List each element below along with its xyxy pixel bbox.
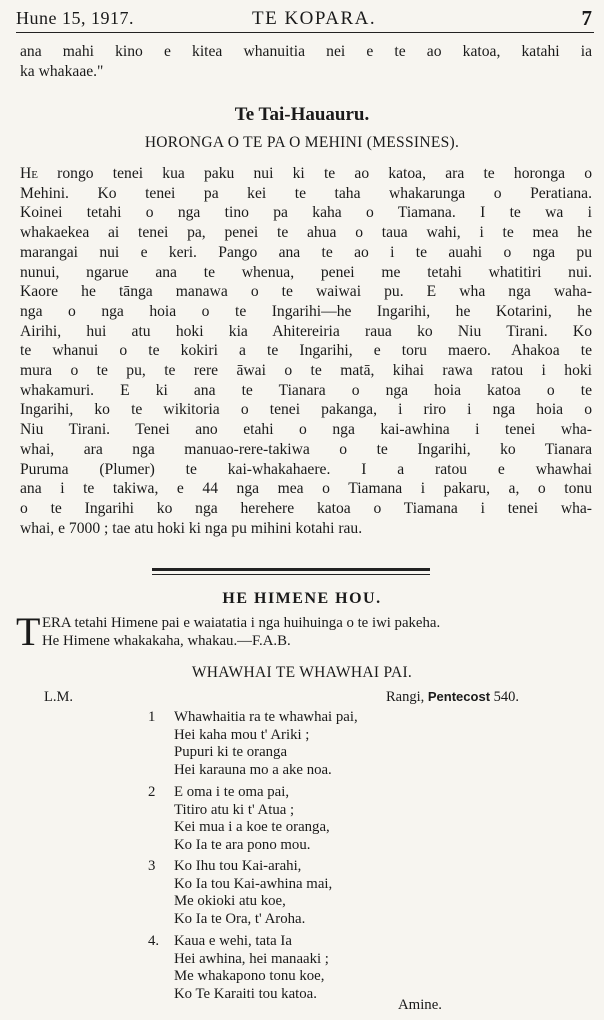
drop-cap: T [16, 609, 41, 654]
text-line: nga o nga hoia o te Ingarihi—he Ingarihi, he Kotarini, he [20, 302, 592, 320]
verse-line: Hei kaha mou t' Ariki ; [174, 726, 310, 743]
text-line: ka whakaae." [20, 62, 104, 80]
text-line: whai, ara nga manuao-rere-takiwa o te Ingarihi, ko Tianara [20, 440, 592, 458]
issue-date: Hune 15, 1917. [16, 8, 134, 28]
verse-number: 4. [148, 933, 160, 949]
text-line: Koinei tetahi o nga tino pa kaha o Tiamana. I te wa i [20, 204, 592, 222]
verse-line: Whawhaitia ra te whawhai pai, [174, 709, 358, 725]
hymn-meter: L.M. [44, 689, 73, 705]
hymn-section-title: HE HIMENE HOU. [222, 590, 382, 607]
text-line: Ingarihi, ko te wikitoria o tenei pakanga, i riro i nga hoia o [20, 401, 592, 419]
article-body [20, 164, 592, 538]
verse-line: Me okioki atu koe, [174, 893, 286, 909]
text-line: whai, e 7000 ; tae atu hoki ki nga pu mihini kotahi rau. [20, 519, 363, 537]
intro-line: ERA tetahi Himene pai e waiatatia i nga huihuinga o te iwi pakeha. [42, 615, 441, 631]
text-line: Niu Tirani. Tenei ano etahi o nga kai-awhina i tenei wha- [20, 421, 592, 439]
verse-line: Kei mua i a koe te oranga, [174, 819, 330, 835]
text-line: Airihi, hui atu hoki kia Ahitereiria raua ko Niu Tirani. Ko [20, 322, 592, 340]
verse-number: 1 [148, 709, 156, 725]
verse-line: Ko Te Karaiti tou katoa. [174, 985, 317, 1002]
tune-name: Pentecost [427, 689, 491, 704]
text-line [20, 164, 592, 184]
verse-line: Kaua e wehi, tata Ia [174, 933, 292, 949]
text-line: whakaekea ai tenei pa, penei te ahua o taua wahi, i te mea he [20, 224, 592, 242]
lead-word: He [20, 165, 38, 182]
tune-prefix: Rangi, [386, 689, 425, 705]
verse-line: Me whakapono tonu koe, [174, 968, 325, 984]
verse-line: Titiro atu ki t' Atua ; [174, 801, 295, 818]
masthead-title: TE KOPARA. [252, 8, 377, 29]
verse-line: Hei awhina, hei manaaki ; [174, 950, 329, 967]
section-subtitle: HORONGA O TE PA O MEHINI (MESSINES). [144, 134, 460, 151]
text-line: nunui, ngarue ana te whenua, penei me tetahi whatitiri nui. [20, 263, 592, 281]
verse-line: Pupuri ki te oranga [174, 744, 288, 760]
intro-line: He Himene whakakaha, whakau.—F.A.B. [42, 633, 291, 649]
text-line: whakamuri. E ki ana te Tianara o nga hoia katoa o te [20, 381, 592, 399]
text-line: te whanui o te kokiri a te Ingarihi, e toru maero. Ahakoa te [20, 342, 592, 360]
verse-line: Ko Ia te Ora, t' Aroha. [174, 910, 306, 927]
section-divider [152, 568, 430, 575]
text-line: ana i te takiwa, e 44 nga mea o Tiamana i pakaru, a, o tonu [20, 480, 592, 498]
continued-paragraph [20, 42, 592, 81]
verse-number: 2 [148, 784, 156, 800]
verse-line: Ko Ihu tou Kai-arahi, [174, 858, 302, 874]
hymn-tune [386, 689, 519, 706]
text-line: o te Ingarihi ko nga herehere katoa o Tiamana i tenei wha- [20, 499, 592, 517]
verse-line: Ko Ia te ara pono mou. [174, 836, 311, 853]
text-line: marangai nui e keri. Pango ana te ao i te auahi o nga pu [20, 243, 592, 261]
text-line: mura o te pu, te rere āwai o te matā, kihai rawa ratou i hoki [20, 362, 592, 380]
text-line: Mehini. Ko tenei pa kei te taha whakarunga o Peratiana. [20, 184, 592, 202]
verse-line: Ko Ia tou Kai-awhina mai, [174, 875, 333, 892]
hymn-title: WHAWHAI TE WHAWHAI PAI. [191, 664, 413, 681]
verse-line: Hei karauna mo a ake noa. [174, 761, 332, 778]
text-line: Puruma (Plumer) te kai-whakahaere. I a ratou e whawhai [20, 460, 592, 478]
page-number: 7 [581, 6, 592, 30]
first-line-text: rongo tenei kua paku nui ki te ao katoa, ara te horonga o [37, 165, 592, 182]
verse-line: E oma i te oma pai, [174, 784, 290, 800]
section-title: Te Tai-Hauauru. [234, 104, 370, 125]
text-line: ana mahi kino e kitea whanuitia nei e te ao katoa, katahi ia [20, 43, 592, 60]
verse-number: 3 [148, 858, 156, 874]
tune-number: 540. [493, 689, 520, 705]
page-header [16, 6, 594, 33]
text-line: Kaore he tānga manawa o te waiwai pu. E wha nga waha- [20, 283, 592, 301]
amen-text: Amine. [398, 997, 442, 1013]
